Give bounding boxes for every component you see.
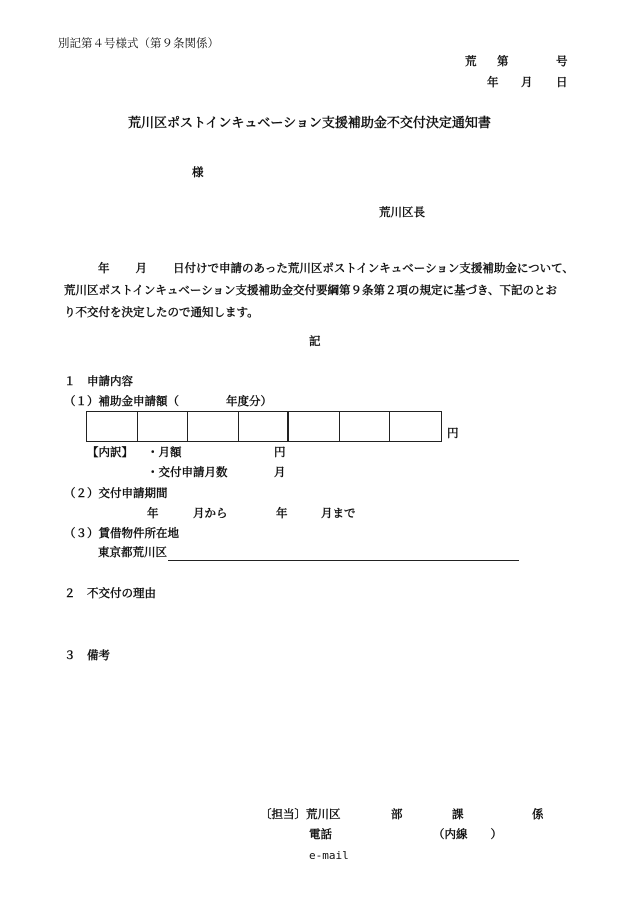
amount-digit-box[interactable] bbox=[340, 412, 391, 441]
item-3-label: （３）賃借物件所在地 bbox=[64, 526, 179, 540]
breakdown-label: 【内訳】 bbox=[87, 445, 133, 459]
addressee-suffix: 様 bbox=[192, 165, 204, 179]
doc-number-suffix: 号 bbox=[556, 54, 568, 68]
item-1-suffix: 年度分） bbox=[226, 394, 272, 408]
section-2-heading: ２ 不交付の理由 bbox=[64, 586, 156, 600]
amount-boxes[interactable] bbox=[86, 411, 442, 442]
contact-email-label: e-mail bbox=[309, 849, 349, 862]
body-line-3: り不交付を決定したので通知します。 bbox=[64, 305, 259, 319]
months-label: ・交付申請月数 bbox=[147, 465, 228, 479]
contact-section: 課 bbox=[452, 807, 464, 821]
body-line-1-rest: 日付けで申請のあった荒川区ポストインキュベーション支援補助金について、 bbox=[173, 261, 574, 275]
date-year: 年 bbox=[487, 75, 499, 89]
body-paragraph bbox=[64, 257, 574, 323]
form-label: 別記第４号様式（第９条関係） bbox=[58, 36, 219, 50]
ki-marker: 記 bbox=[309, 334, 321, 348]
date-day: 日 bbox=[556, 75, 568, 89]
period-to-year: 年 bbox=[276, 506, 288, 520]
date-month: 月 bbox=[521, 75, 533, 89]
period-to-month: 月まで bbox=[321, 506, 356, 520]
item-2-label: （２）交付申請期間 bbox=[64, 486, 168, 500]
contact-dept: 部 bbox=[391, 807, 403, 821]
amount-yen-unit: 円 bbox=[447, 426, 459, 440]
period-from-month: 月から bbox=[193, 506, 228, 520]
document-title: 荒川区ポストインキュベーション支援補助金不交付決定通知書 bbox=[128, 116, 491, 131]
body-line-1 bbox=[64, 257, 574, 279]
amount-digit-box[interactable] bbox=[390, 412, 441, 441]
address-underline[interactable] bbox=[168, 560, 519, 561]
amount-digit-box[interactable] bbox=[239, 412, 290, 441]
contact-unit: 係 bbox=[532, 807, 544, 821]
section-1-heading: １ 申請内容 bbox=[64, 374, 133, 388]
contact-phone-label: 電話 bbox=[309, 827, 332, 841]
monthly-label: ・月額 bbox=[147, 445, 182, 459]
item-1-text: （１）補助金申請額（ bbox=[64, 394, 179, 408]
months-unit: 月 bbox=[274, 465, 286, 479]
contact-extension: （内線 ） bbox=[433, 827, 502, 841]
section-3-heading: ３ 備考 bbox=[64, 648, 110, 662]
doc-number-middle: 第 bbox=[497, 54, 509, 68]
amount-digit-box[interactable] bbox=[87, 412, 138, 441]
address-prefix: 東京都荒川区 bbox=[98, 545, 167, 559]
monthly-unit: 円 bbox=[274, 445, 286, 459]
doc-number-prefix: 荒 bbox=[465, 54, 477, 68]
body-month: 月 bbox=[135, 261, 147, 275]
amount-digit-box[interactable] bbox=[289, 412, 340, 441]
body-year: 年 bbox=[98, 261, 110, 275]
amount-digit-box[interactable] bbox=[188, 412, 239, 441]
contact-label: 〔担当〕荒川区 bbox=[260, 807, 341, 821]
issuer: 荒川区長 bbox=[379, 205, 425, 219]
period-from-year: 年 bbox=[147, 506, 159, 520]
amount-digit-box[interactable] bbox=[138, 412, 189, 441]
body-line-2: 荒川区ポストインキュベーション支援補助金交付要綱第９条第２項の規定に基づき、下記のとお bbox=[64, 283, 557, 297]
